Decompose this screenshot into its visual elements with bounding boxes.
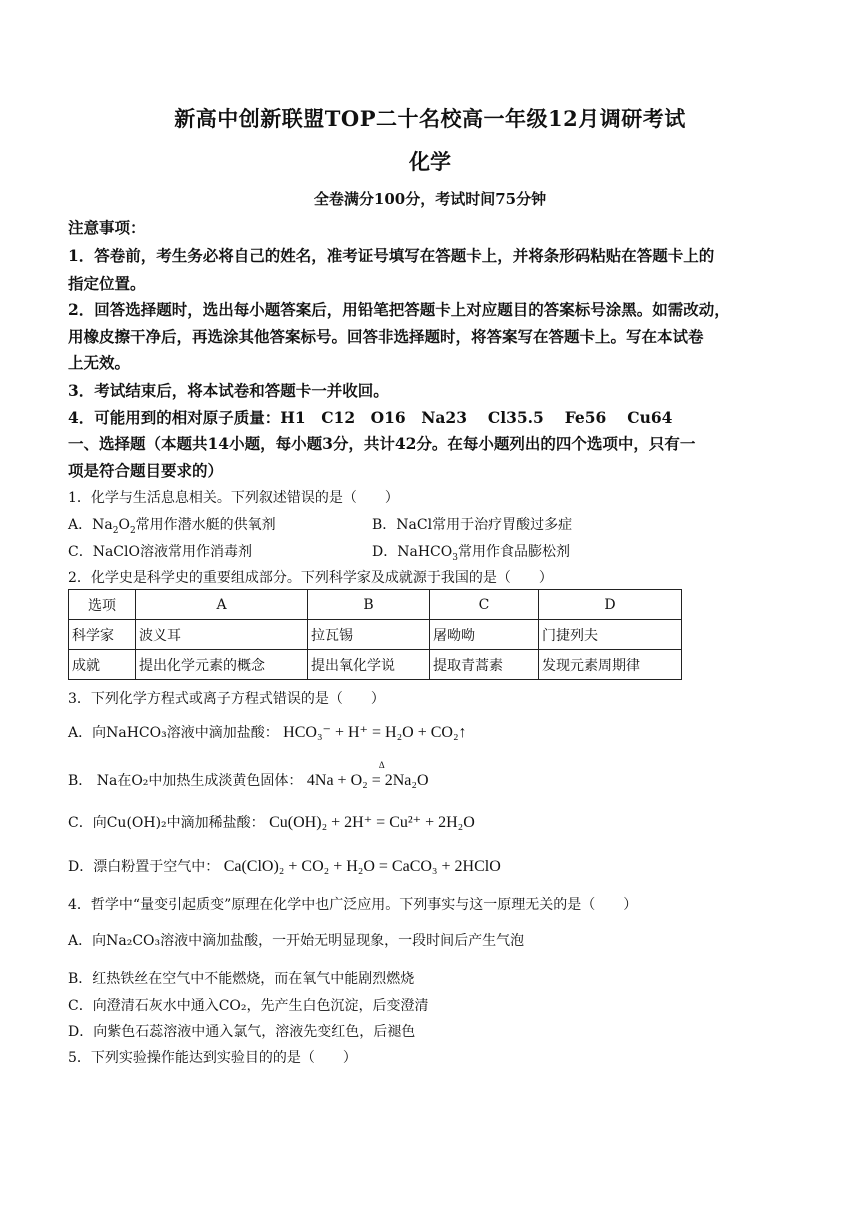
table-cell: 拉瓦锡 — [308, 620, 430, 650]
question-1-stem: 1．化学与生活息息相关。下列叙述错误的是（ ） — [68, 490, 399, 506]
question-1-option-b: B．NaCl常用于治疗胃酸过多症 — [372, 517, 573, 533]
table-cell: 发现元素周期律 — [539, 650, 682, 680]
note-4-atomic-masses: 4．可能用到的相对原子质量：H1 C12 O16 Na23 Cl35.5 Fe56 Cu64 — [68, 408, 673, 427]
table-header-cell: A — [136, 590, 308, 620]
table-cell: 提出氧化学说 — [308, 650, 430, 680]
section-1-heading-line-1: 一、选择题（本题共14小题，每小题3分，共计42分。在每小题列出的四个选项中，只有一 — [68, 434, 696, 453]
note-3: 3．考试结束后，将本试卷和答题卡一并收回。 — [68, 381, 389, 400]
equation: HCO₃⁻ + H⁺ = H₂O + CO₂↑ — [283, 724, 467, 741]
table-row — [69, 650, 682, 680]
table-header-row — [69, 590, 682, 620]
equation: 4Na + O₂ = 2Na₂O Δ — [306, 760, 429, 789]
note-1-line-2: 指定位置。 — [68, 274, 146, 293]
question-1-option-c: C．NaClO溶液常用作消毒剂 — [68, 544, 252, 560]
section-1-heading-line-2: 项是符合题目要求的） — [68, 461, 224, 480]
note-2-line-3: 上无效。 — [68, 353, 131, 372]
equation: Ca(ClO)₂ + CO₂ + H₂O = CaCO₃ + 2HClO — [223, 858, 501, 875]
question-3-option-d: D．漂白粉置于空气中： Ca(ClO)₂ + CO₂ + H₂O = CaCO₃ + 2HClO — [68, 858, 501, 875]
question-1-option-d: D．NaHCO$_3$常用作食品膨松剂 — [372, 544, 570, 563]
table-cell: 提出化学元素的概念 — [136, 650, 308, 680]
exam-title: 新高中创新联盟TOP二十名校高一年级12月调研考试 — [174, 106, 686, 131]
table-header-cell: D — [539, 590, 682, 620]
table-cell: 门捷列夫 — [539, 620, 682, 650]
table-cell: 波义耳 — [136, 620, 308, 650]
note-1-line-1: 1．答卷前，考生务必将自己的姓名，准考证号填写在答题卡上，并将条形码粘贴在答题卡上的 — [68, 246, 715, 265]
table-header-cell: 选项 — [69, 590, 136, 620]
equation: Cu(OH)₂ + 2H⁺ = Cu²⁺ + 2H₂O — [269, 814, 475, 831]
exam-subtitle: 全卷满分100分，考试时间75分钟 — [313, 190, 547, 208]
question-4-option-a: A．向Na₂CO₃溶液中滴加盐酸，一开始无明显现象，一段时间后产生气泡 — [68, 933, 525, 949]
question-5-stem: 5．下列实验操作能达到实验目的的是（ ） — [68, 1050, 357, 1066]
table-cell: 科学家 — [69, 620, 136, 650]
question-2-stem: 2．化学史是科学史的重要组成部分。下列科学家及成就源于我国的是（ ） — [68, 570, 553, 586]
question-3-stem: 3．下列化学方程式或离子方程式错误的是（ ） — [68, 691, 385, 707]
scientist-table — [68, 589, 682, 680]
question-4-option-c: C．向澄清石灰水中通入CO₂，先产生白色沉淀，后变澄清 — [68, 998, 429, 1014]
notes-heading: 注意事项： — [68, 218, 146, 237]
table-cell: 屠呦呦 — [430, 620, 539, 650]
question-3-option-a: A．向NaHCO₃溶液中滴加盐酸： HCO₃⁻ + H⁺ = H₂O + CO₂↑ — [68, 724, 467, 741]
question-1-option-a: A．$Na_2O_2$常用作潜水艇的供氧剂 — [68, 517, 276, 536]
table-header-cell: B — [308, 590, 430, 620]
question-4-option-d: D．向紫色石蕊溶液中通入氯气，溶液先变红色，后褪色 — [68, 1024, 416, 1040]
heating-condition: Δ — [378, 760, 385, 770]
table-header-cell: C — [430, 590, 539, 620]
question-3-option-b: B． Na在O₂中加热生成淡黄色固体： 4Na + O₂ = 2Na₂O Δ — [68, 760, 429, 789]
note-2-line-2: 用橡皮擦干净后，再选涂其他答案标号。回答非选择题时，将答案写在答题卡上。写在本试卷 — [68, 327, 704, 346]
subject-title: 化学 — [409, 149, 451, 174]
note-2-line-1: 2．回答选择题时，选出每小题答案后，用铅笔把答题卡上对应题目的答案标号涂黑。如需改动， — [68, 300, 730, 319]
table-cell: 提取青蒿素 — [430, 650, 539, 680]
question-3-option-c: C．向Cu(OH)₂中滴加稀盐酸： Cu(OH)₂ + 2H⁺ = Cu²⁺ + 2H₂O — [68, 814, 475, 831]
table-cell: 成就 — [69, 650, 136, 680]
table-row — [69, 620, 682, 650]
question-4-stem: 4．哲学中“量变引起质变”原理在化学中也广泛应用。下列事实与这一原理无关的是（ ） — [68, 897, 638, 913]
question-4-option-b: B．红热铁丝在空气中不能燃烧，而在氧气中能剧烈燃烧 — [68, 971, 415, 987]
